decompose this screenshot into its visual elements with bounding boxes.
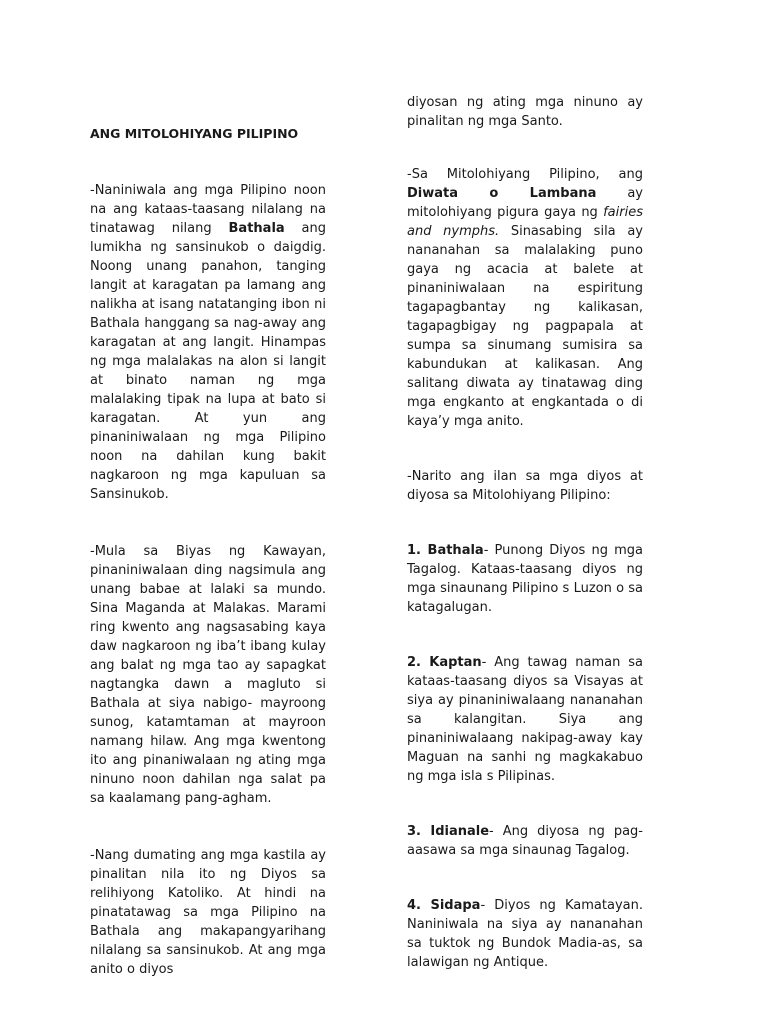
god-description: - Punong Diyos ng mga Tagalog. Kataas-taasang diyos ng mga sinaunang Pilipino s Luzon o sa katagalugan. xyxy=(407,543,643,615)
paragraph-gods-intro: -Narito ang ilan sa mga diyos at diyosa sa Mitolohiyang Pilipino: xyxy=(407,469,643,503)
paragraph-bathala-creation: -Naniniwala ang mga Pilipino noon na ang kataas-taasang nilalang na tinatawag nilang Bathala ang lumikha ng sansinukob o daigdig. Noong unang panahon, tanging langit at karagatan pa lamang ang nalikha at isang natatanging ibon ni Bathala hanggang sa nag-away ang karagatan at ang langit. Hinampas ng mga malalakas na alon si langit at binato naman ng mga malalaking tipak na lupa at bato si karagatan. At yun ang pinaniniwalaan ng mga Pilipino noon na dahilan kung bakit nagkaroon ng mga kapuluan sa Sansinukob. xyxy=(90,183,327,502)
paragraph-kastila: -Nang dumating ang mga kastila ay pinalitan nila ito ng Diyos sa relihiyong Katoliko. At hindi na pinatatawag sa mga Pilipino na Bathala ang makapangyarihang nilalang sa sansinukob. At ang mga anito o diyos xyxy=(90,848,326,977)
paragraph-continuation: diyosan ng ating mga ninuno ay pinalitan ng mga Santo. xyxy=(407,95,643,129)
paragraph-diwata: -Sa Mitolohiyang Pilipino, ang Diwata o Lambana ay mitolohiyang pigura gaya ng fairies and nymphs. Sinasabing sila ay nananahan sa malalaking puno gaya ng acacia at balete at pinaniniwalaan na espiritung tagapagbantay ng kalikasan, tagapagbigay ng pagpapala at sumpa sa sinumang sumisira sa kabundukan at kalikasan. Ang salitang diwata ay tinatawag ding mga engkanto at engkantada o di kaya’y mga anito. xyxy=(407,167,643,429)
fairies-term: fairies and nymphs. xyxy=(407,205,643,239)
god-name: 3. Idianale xyxy=(407,824,490,839)
list-item-god-bathala xyxy=(407,541,643,617)
bathala-term: Bathala xyxy=(228,221,285,236)
god-name: 4. Sidapa xyxy=(407,898,481,913)
diwata-term: Diwata o Lambana xyxy=(407,186,597,201)
god-description: - Ang tawag naman sa kataas-taasang diyos sa Visayas at siya ay pinaniniwalaang nananahan sa kalangitan. Siya ang pinaniniwalaang nakipag-away kay Maguan na sanhi ng magkakabuo ng mga isla s Pilipinas. xyxy=(407,655,643,784)
list-item-god-idianale xyxy=(407,822,643,860)
god-description: - Diyos ng Kamatayan. Naniniwala na siya ay nananahan sa tuktok ng Bundok Madia-as, sa lalawigan ng Antique. xyxy=(407,898,643,970)
god-description: - Ang diyosa ng pag-aasawa sa mga sinaunag Tagalog. xyxy=(407,824,643,858)
document-title: ANG MITOLOHIYANG PILIPINO xyxy=(90,126,299,141)
paragraph-biyas-ng-kawayan: -Mula sa Biyas ng Kawayan, pinaniniwalaan ding nagsimula ang unang babae at lalaki sa mundo. Sina Maganda at Malakas. Marami ring kwento ang nagsasabing kaya daw nagkaroon ng iba’t ibang kulay ang balat ng mga tao ay sapagkat nagtangka dawn a magluto si Bathala at siya nabigo- mayroong sunog, katamtaman at mayroon namang hilaw. Ang mga kwentong ito ang pinaniwalaan ng ating mga ninuno noon dahilan nga salat pa sa kaalamang pang-agham. xyxy=(90,544,326,806)
list-item-god-kaptan xyxy=(407,653,643,786)
right-column xyxy=(407,93,643,1008)
list-item-god-sidapa xyxy=(407,896,643,972)
god-name: 2. Kaptan xyxy=(407,655,482,670)
god-name: 1. Bathala xyxy=(407,543,484,558)
left-column xyxy=(90,124,326,1017)
